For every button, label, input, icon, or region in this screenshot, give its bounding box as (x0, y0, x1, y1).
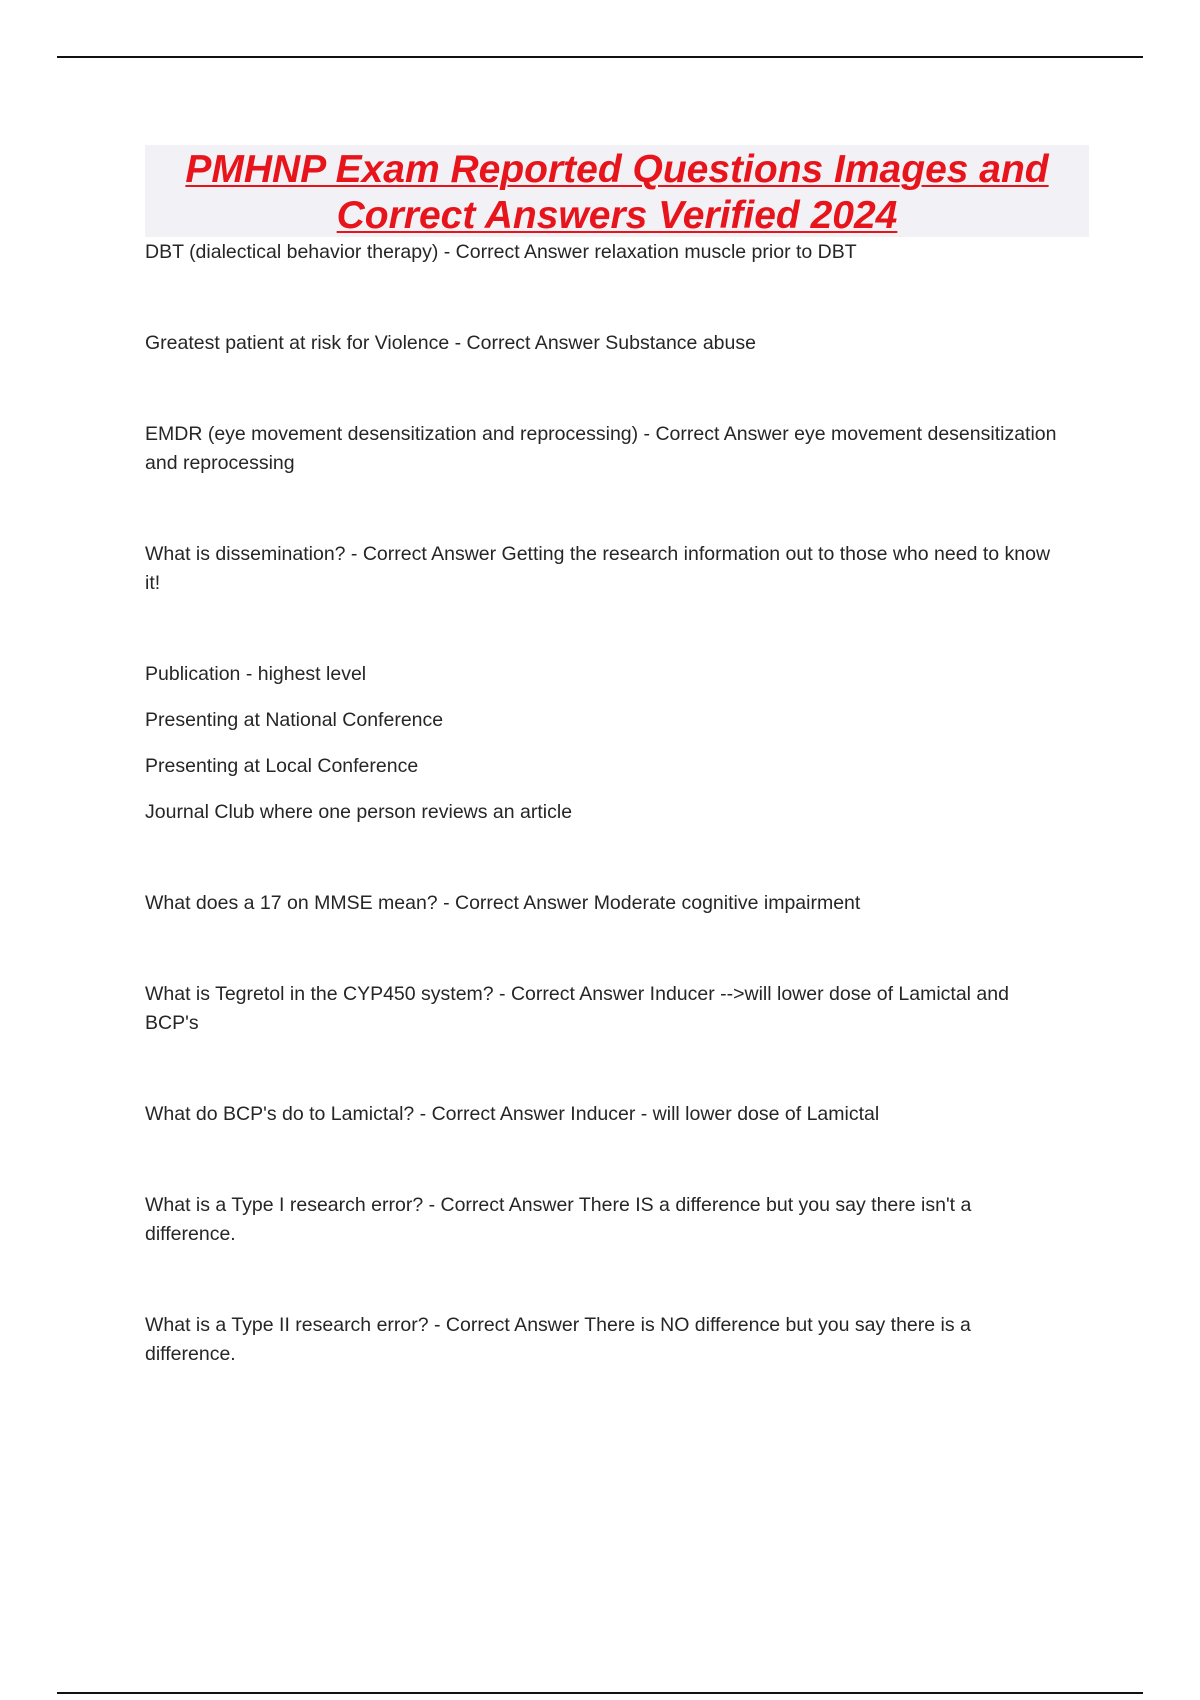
qa-item: What is a Type II research error? - Correct Answer There is NO difference but you say there is a difference. (145, 1314, 971, 1365)
title-box (145, 145, 1089, 237)
list-item: Presenting at Local Conference (145, 755, 419, 777)
list-item: Publication - highest level (145, 663, 367, 685)
qa-item: Greatest patient at risk for Violence - Correct Answer Substance abuse (145, 332, 756, 354)
top-rule (57, 56, 1143, 58)
qa-item: What do BCP's do to Lamictal? - Correct Answer Inducer - will lower dose of Lamictal (145, 1103, 880, 1125)
document-body (145, 238, 1065, 1431)
list-item: Presenting at National Conference (145, 709, 444, 731)
qa-item: DBT (dialectical behavior therapy) - Correct Answer relaxation muscle prior to DBT (145, 241, 857, 263)
title-line-2: Correct Answers Verified 2024 (336, 194, 898, 237)
qa-item: What does a 17 on MMSE mean? - Correct Answer Moderate cognitive impairment (145, 892, 861, 914)
document-title (145, 145, 1089, 239)
title-line-1: PMHNP Exam Reported Questions Images and (185, 148, 1049, 191)
list-item: Journal Club where one person reviews an article (145, 801, 573, 823)
qa-item: What is Tegretol in the CYP450 system? - Correct Answer Inducer -->will lower dose of Lamictal and BCP's (145, 983, 1009, 1034)
qa-item: EMDR (eye movement desensitization and reprocessing) - Correct Answer eye movement desensitization and reprocessing (145, 423, 1057, 474)
qa-item: What is dissemination? - Correct Answer Getting the research information out to those who need to know it! (145, 543, 1051, 594)
dissemination-levels-list (145, 660, 1065, 827)
qa-item: What is a Type I research error? - Correct Answer There IS a difference but you say there isn't a difference. (145, 1194, 972, 1245)
bottom-rule (57, 1692, 1143, 1694)
